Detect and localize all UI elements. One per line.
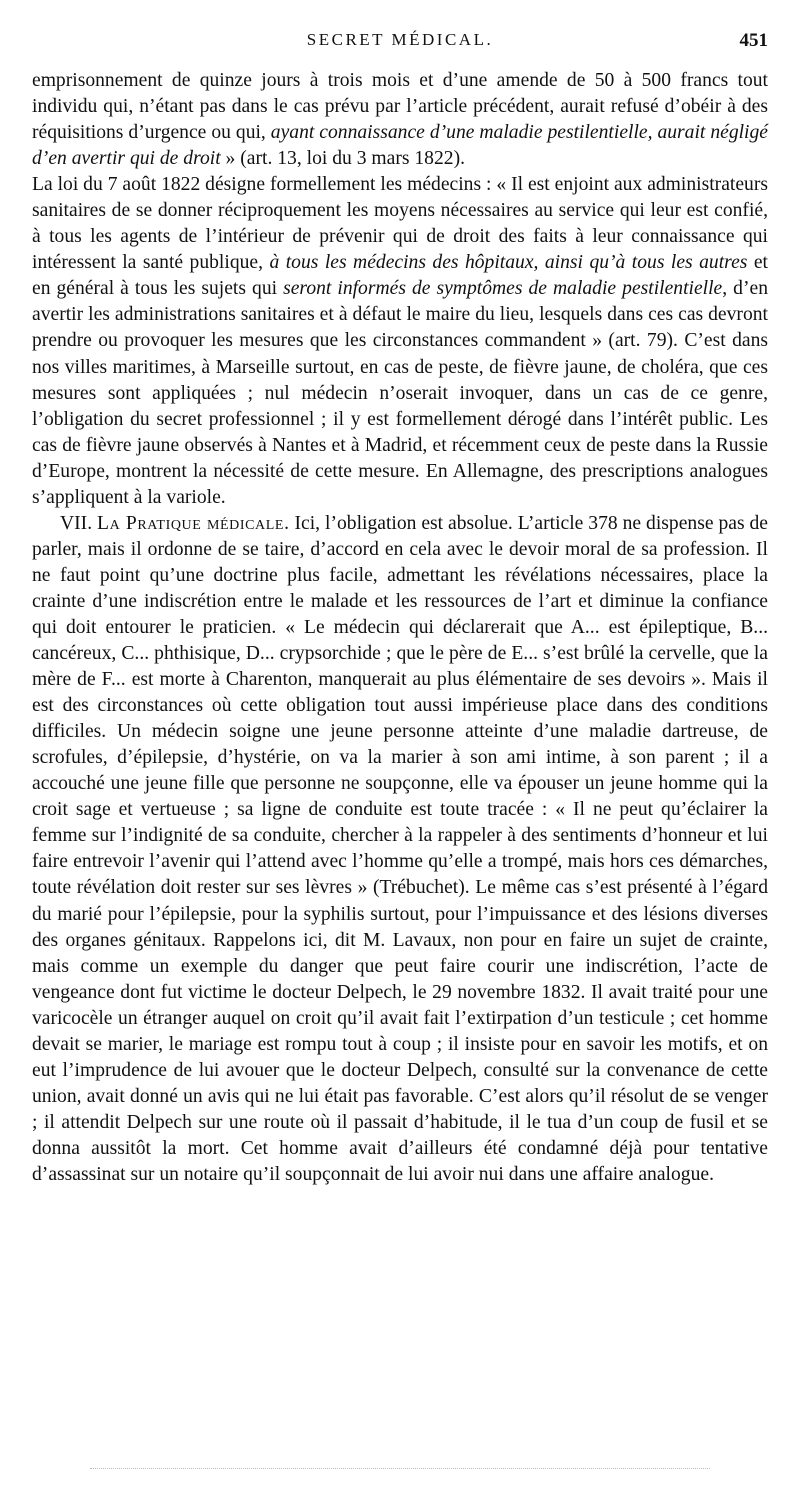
italic-span: seront informés de symptômes de maladie pestilentielle xyxy=(283,278,723,300)
text-span: » (art. 13, loi du 3 mars 1822). xyxy=(220,148,465,170)
page-number: 451 xyxy=(739,30,768,51)
italic-span: à tous les médecins des hôpitaux, ainsi qu’à tous les autres xyxy=(269,252,748,274)
bottom-margin-marks xyxy=(90,1468,710,1471)
paragraph-2 xyxy=(32,172,768,511)
section-heading: La Pratique médicale. xyxy=(97,512,290,534)
running-title: SECRET MÉDICAL. xyxy=(306,30,494,49)
running-head xyxy=(32,30,768,60)
text-span: et en général à tous les sujets qui xyxy=(32,252,768,300)
text-span: La loi du 7 août 1822 désigne formellement les médecins : « Il est enjoint aux administrateurs sanitaires de se donner réciproquement les moyens nécessaires au service qui leur est confié, à tous les agents de l’intérieur de prévenir qui de droit des faits à leur connaissance qui intéressent la santé publique, xyxy=(32,174,768,274)
paragraph-1 xyxy=(32,68,768,172)
text-span: Ici, l’obligation est absolue. L’article 378 ne dispense pas de parler, mais il ordonne de se taire, d’accord en cela avec le devoir moral de sa profession. Il ne faut point qu’une doctrine plus facile, admettant les révélations nécessaires, place la crainte d’une indiscrétion entre le malade et les ressources de l’art et diminue la confiance qui doit entourer le praticien. « Le médecin qui déclarerait que A... est épileptique, B... cancéreux, C... phthisique, D... crypsorchide ; que le père de E... s’est brûlé la cervelle, que la mère de F... est morte à Charenton, manquerait au plus élémentaire de ses devoirs ». Mais il est des circonstances où cette obligation tout aussi impérieuse place dans des conditions difficiles. Un médecin soigne une jeune personne atteinte d’une maladie dartreuse, de scrofules, d’épilepsie, d’hystérie, on va la marier à son ami intime, à son parent ; il a accouché une jeune fille que personne ne soupçonne, elle va épouser un jeune homme qui la croit sage et vertueuse ; sa ligne de conduite est toute tracée : « Il ne peut qu’éclairer la femme sur l’indignité de sa conduite, chercher à la rappeler à des sentiments d’honneur et lui faire entrevoir l’avenir qui l’attend avec l’homme qu’elle a trompé, mais hors ces démarches, toute révélation doit rester sur ses lèvres » (Trébuchet). Le même cas s’est présenté à l’égard du marié pour l’épilepsie, pour la syphilis surtout, pour l’impuissance et des lésions diverses des organes génitaux. Rappelons ici, dit M. Lavaux, non pour en faire un sujet de crainte, mais comme un exemple du danger que peut faire courir une indiscrétion, l’acte de vengeance dont fut victime le docteur Delpech, le 29 novembre 1832. Il avait traité pour une varicocèle un étranger auquel on croit qu’il avait fait l’extirpation d’un testicule ; cet homme devait se marier, le mariage est rompu tout à coup ; il insiste pour en savoir les motifs, et on eut l’imprudence de lui avouer que le docteur Delpech, consulté sur la convenance de cette union, avait donné un avis qui ne lui était pas favorable. C’est alors qu’il résolut de se venger ; il attendit Delpech sur une route où il passait d’habitude, il le tua d’un coup de fusil et se donna aussitôt la mort. Cet homme avait d’ailleurs été condamné déjà pour tentative d’assassinat sur un notaire qu’il soupçonnait de lui avoir nui dans une affaire analogue. xyxy=(32,512,768,1185)
italic-span: ayant connaissance d’une maladie pestilentielle, aurait négligé d’en avertir qui de droit xyxy=(32,122,768,170)
text-span: , d’en avertir les administrations sanitaires et à défaut le maire du lieu, lesquels dans ces cas devront prendre ou provoquer les mesures que les circonstances commandent » (art. 79). C’est dans nos villes maritimes, à Marseille surtout, en cas de peste, de fièvre jaune, de choléra, que ces mesures sont appliquées ; nul médecin n’oserait invoquer, dans un cas de ce genre, l’obligation du secret professionnel ; il y est formellement dérogé dans l’intérêt public. Les cas de fièvre jaune observés à Nantes et à Madrid, et récemment ceux de peste dans la Russie d’Europe, montrent la nécessité de cette mesure. En Allemagne, des prescriptions analogues s’appliquent à la variole. xyxy=(32,278,768,508)
body-text xyxy=(32,68,768,1188)
text-span: emprisonnement de quinze jours à trois mois et d’une amende de 50 à 500 francs tout individu qui, n’étant pas dans le cas prévu par l’article précédent, aurait refusé d’obéir à des réquisitions d’urgence ou qui, xyxy=(32,70,768,144)
text-span: VII. xyxy=(60,512,98,534)
paragraph-3 xyxy=(32,511,768,1188)
